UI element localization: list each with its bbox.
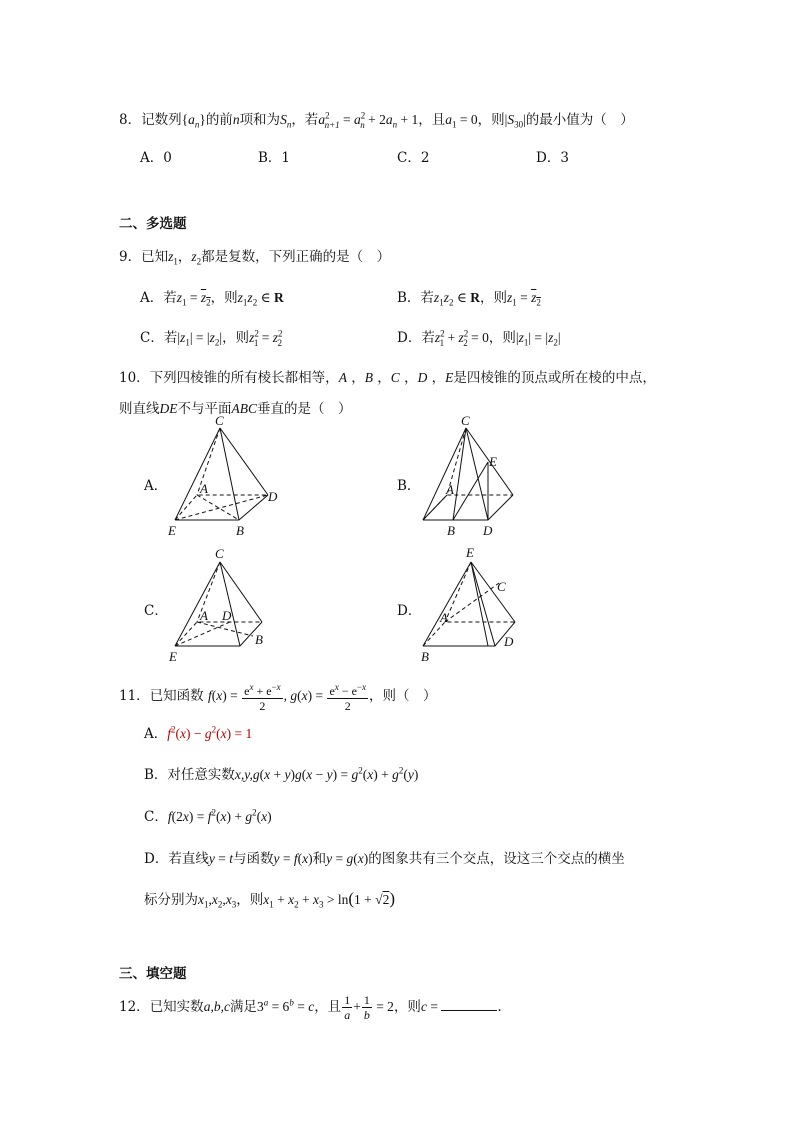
point-label-a: A [446,482,454,497]
point-label-b: B [255,632,263,647]
q8-option-d[interactable]: D．3 [536,150,569,166]
point-label-e: E [489,454,497,469]
point-label-b: B [236,523,244,538]
point-label-d: D [483,523,493,538]
q8-option-c[interactable]: C．2 [397,150,430,166]
q11-option-b[interactable]: B．对任意实数$x,y,g(x + y)g(x - y) = g^2(x) + g^2(y)$ [144,765,419,783]
q10-figure-c [160,543,290,668]
q9-stem: 9．已知$z_1$，$z_2$都是复数，下列正确的是（ ） [119,249,391,267]
q9-option-c[interactable]: C．若$|z_1| = |z_2|$，则$z^2_1 = z^2_2$ [140,328,283,348]
answer-blank[interactable] [441,998,497,1011]
point-label-c: C [215,413,224,428]
q10-option-d-label[interactable]: D． [397,603,422,619]
point-label-a: A [440,610,448,625]
q10-stem-line1: 10．下列四棱锥的所有棱长都相等，A ，B ，C ，D ，E是四棱锥的顶点或所在棱的中点， [119,370,656,386]
point-label-e: E [466,545,474,560]
q11-option-c[interactable]: C．$f(2x) = f^2(x) + g^2(x)$ [144,807,272,825]
q8-option-a[interactable]: A．0 [140,150,172,166]
point-label-c: C [461,413,470,428]
point-label-e: E [168,523,176,538]
point-label-d: D [222,608,232,623]
section-heading-fill: 三、填空题 [119,966,187,982]
q8-option-b[interactable]: B．1 [258,150,291,166]
q11-option-a[interactable]: A．$f^2(x) - g^2(x) = 1$ [144,724,253,742]
point-label-d: D [268,489,278,504]
point-label-c: C [497,579,506,594]
point-label-d: D [504,634,514,649]
q10-option-c-label[interactable]: C． [144,603,168,619]
q10-figure-d [413,543,543,668]
q8-stem: 8．记数列$\{a_n\}$的前n项和为$S_n$，若$a^2_{n+1} = a^2_n + 2a_n + 1$，且$a_1 = 0$，则$|S_{30}|$的最小值为（ ） [119,110,634,130]
point-label-a: A [200,608,208,623]
q11-option-d[interactable]: D．若直线y = t与函数y = f(x)和y = g(x)的图象共有三个交点，设这三个交点的横坐 [144,851,625,867]
point-label-a: A [200,481,208,496]
q11-stem: 11．已知函数 f(x) = $\frac{e^x + e^{-x}}{2}$ , g(x) = $\frac{e^x - e^{-x}}{2}$ ，则（ ） [119,682,437,713]
q10-figure-b [413,413,543,543]
q11-option-d-cont: 标分别为$x_1,x_2,x_3$，则$x_1 + x_2 + x_3 > \ln(1 + √2)$ [144,889,395,910]
q10-stem-line2: 则直线DE不与平面ABC垂直的是（ ） [119,401,352,417]
point-label-b: B [447,523,455,538]
point-label-c: C [215,546,224,561]
q10-option-b-label[interactable]: B． [397,478,421,494]
q12-stem: 12．已知实数a,b,c满足$3^a = 6^b = c$，且 $\frac{1}{a}$ + $\frac{1}{b}$ = 2，则c = . [119,993,502,1022]
q9-option-a[interactable]: A．若$z_1 = z_2$，则$z_1z_2$ ∈ R [140,290,284,308]
point-label-b: B [421,649,429,664]
q9-option-b[interactable]: B．若$z_1z_2$ ∈ R，则$z_1 = z_2$ [397,290,541,308]
q10-figure-a [160,413,290,543]
section-heading-multi: 二、多选题 [119,216,187,232]
q10-option-a-label[interactable]: A． [144,478,168,494]
q9-option-d[interactable]: D．若$z^2_1 + z^2_2 = 0$，则$|z_1| = |z_2|$ [397,328,561,348]
point-label-e: E [169,649,177,664]
